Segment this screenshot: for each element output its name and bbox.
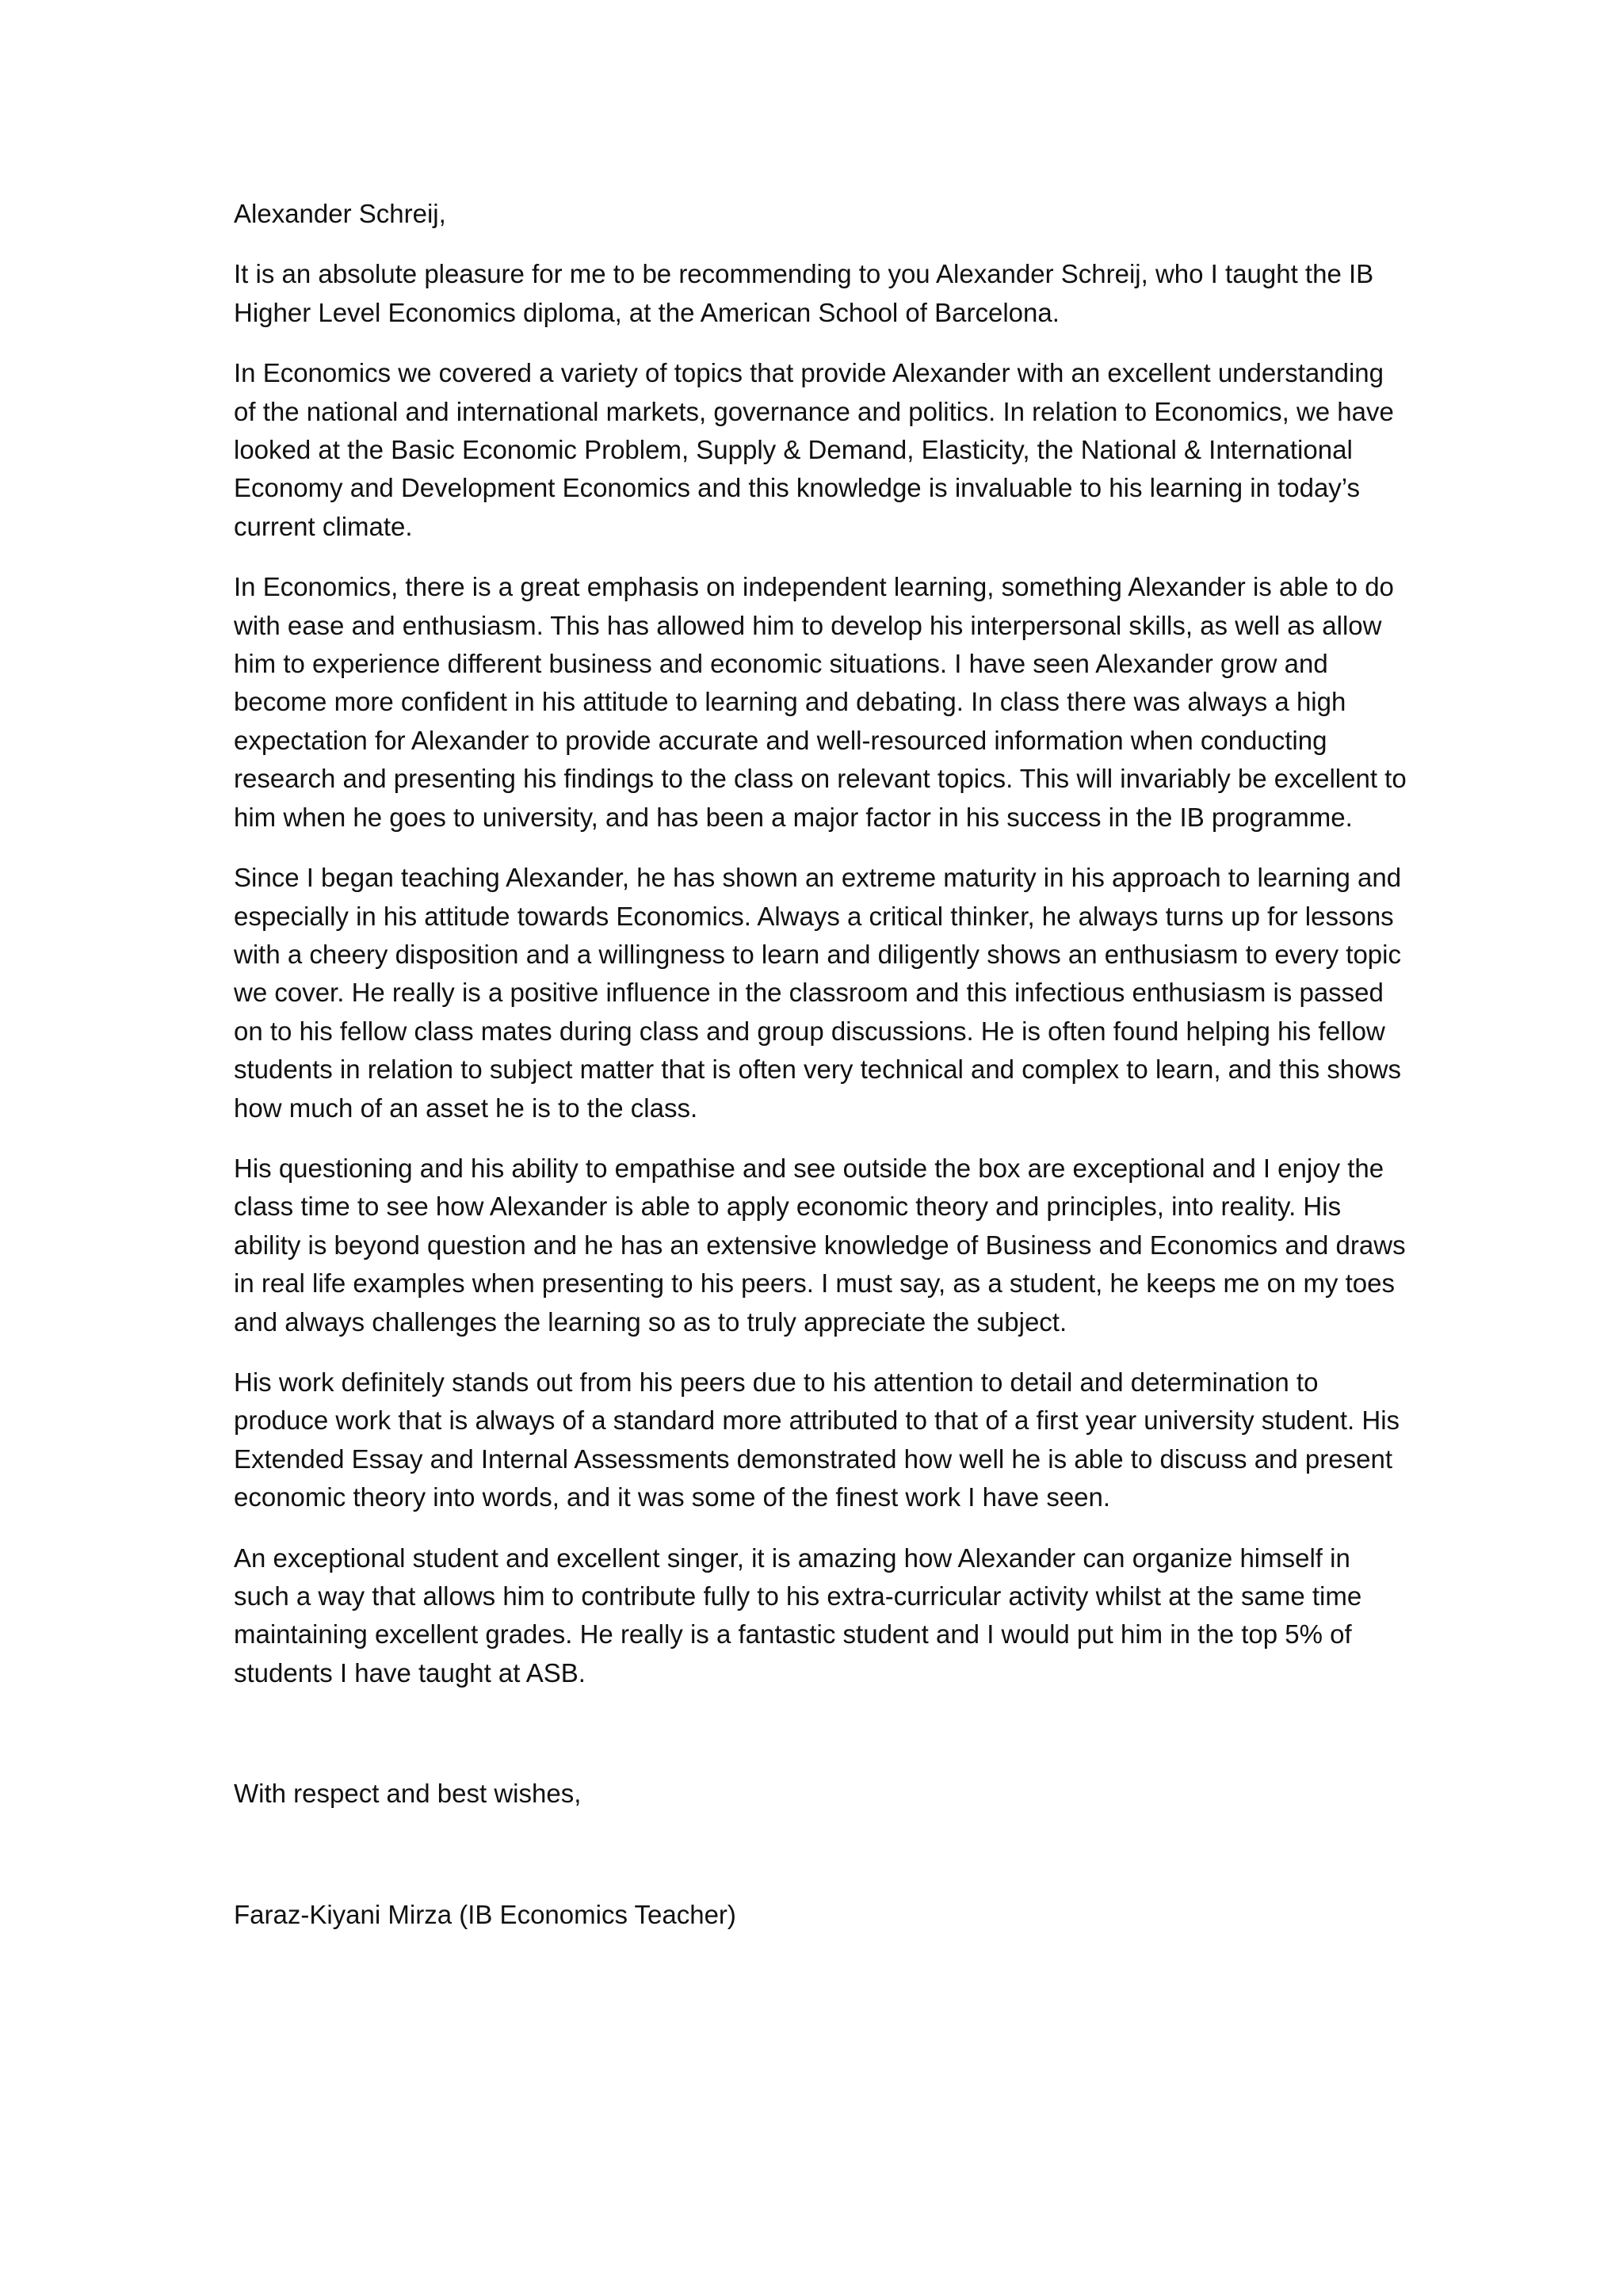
body-paragraph-2: In Economics we covered a variety of topics that provide Alexander with an excellent understanding of the national and international markets, governance and politics. In relation to Economics, we have looked at the Basic Economic Problem, Supply & Demand, Elasticity, the National & International Economy and Development Economics and this knowledge is invaluable to his learning in today’s current climate.	[234, 358, 1394, 541]
signature-line: Faraz-Kiyani Mirza (IB Economics Teacher)	[234, 1899, 736, 1929]
body-paragraph-6: His work definitely stands out from his peers due to his attention to detail and determination to produce work that is always of a standard more attributed to that of a first year university student. His Extended Essay and Internal Assessments demonstrated how well he is able to discuss and present economic theory into words, and it was some of the finest work I have seen.	[234, 1367, 1400, 1512]
body-paragraph-4: Since I began teaching Alexander, he has shown an extreme maturity in his approach to learning and especially in his attitude towards Economics. Always a critical thinker, he always turns up for lessons with a cheery disposition and a willingness to learn and diligently shows an enthusiasm to every topic we cover. He really is a positive influence in the classroom and this infectious enthusiasm is passed on to his fellow class mates during class and group discussions. He is often found helping his fellow students in relation to subject matter that is often very technical and complex to learn, and this shows how much of an asset he is to the class.	[234, 863, 1402, 1123]
body-paragraph-7: An exceptional student and excellent singer, it is amazing how Alexander can organize himself in such a way that allows him to contribute fully to his extra-curricular activity whilst at the same time maintaining excellent grades. He really is a fantastic student and I would put him in the top 5% of students I have taught at ASB.	[234, 1543, 1362, 1688]
closing-line: With respect and best wishes,	[234, 1779, 582, 1809]
body-paragraph-1: It is an absolute pleasure for me to be recommending to you Alexander Schreij, who I taught the IB Higher Level Economics diploma, at the American School of Barcelona.	[234, 259, 1374, 327]
salutation: Alexander Schreij,	[234, 199, 446, 228]
recommendation-letter	[234, 195, 1407, 1934]
body-paragraph-3: In Economics, there is a great emphasis on independent learning, something Alexander is able to do with ease and enthusiasm. This has allowed him to develop his interpersonal skills, as well as allow him to experience different business and economic situations. I have seen Alexander grow and become more confident in his attitude to learning and debating. In class there was always a high expectation for Alexander to provide accurate and well-resourced information when conducting research and presenting his findings to the class on relevant topics. This will invariably be excellent to him when he goes to university, and has been a major factor in his success in the IB programme.	[234, 572, 1407, 832]
body-paragraph-5: His questioning and his ability to empathise and see outside the box are exceptional and I enjoy the class time to see how Alexander is able to apply economic theory and principles, into reality. His ability is beyond question and he has an extensive knowledge of Business and Economics and draws in real life examples when presenting to his peers. I must say, as a student, he keeps me on my toes and always challenges the learning so as to truly appreciate the subject.	[234, 1153, 1406, 1337]
